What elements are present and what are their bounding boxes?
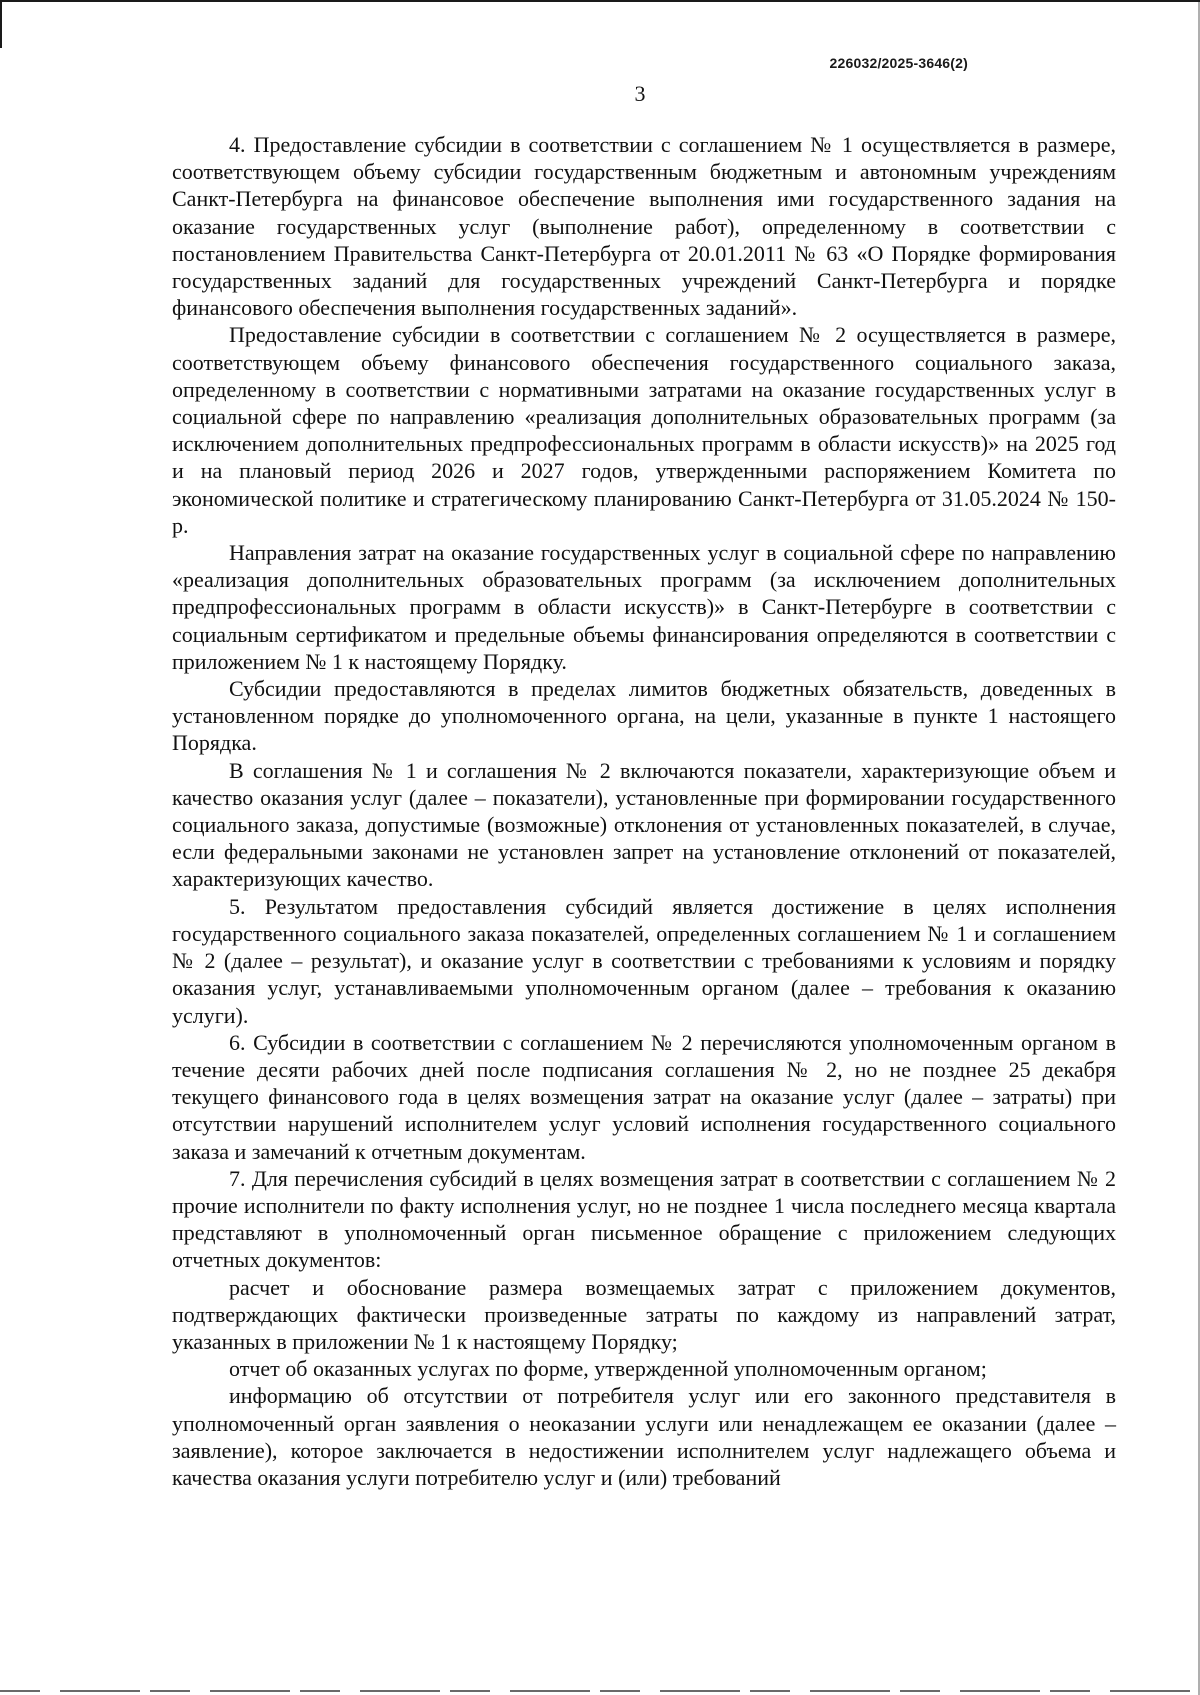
scan-edge-left: [0, 0, 2, 48]
paragraph-cost-directions: Направления затрат на оказание государственных услуг в социальной сфере по направлению «реализация дополнительных образовательных программ (за исключением дополнительных предпрофессиональных программ в области искусств)» в Санкт-Петербурге в соответствии с социальным сертификатом и предельные объемы финансирования определяются в соответствии с приложением № 1 к настоящему Порядку.: [172, 540, 1116, 674]
paragraph-7: 7. Для перечисления субсидий в целях возмещения затрат в соответствии с соглашением № 2 прочие исполнители по факту исполнения услуг, но не позднее 1 числа последнего месяца квартала представляют в уполномоченный орган письменное обращение с приложением следующих отчетных документов:: [172, 1165, 1116, 1273]
paragraph-6: 6. Субсидии в соответствии с соглашением № 2 перечисляются уполномоченным органом в течение десяти рабочих дней после подписания соглашения № 2, но не позднее 25 декабря текущего финансового года в целях возмещения затрат на оказание услуг (далее – затраты) при отсутствии нарушений исполнителем услуг условий исполнения государственного социального заказа и замечаний к отчетным документам.: [172, 1029, 1116, 1164]
paragraph-budget-limits: Субсидии предоставляются в пределах лимитов бюджетных обязательств, доведенных в установленном порядке до уполномоченного органа, на цели, указанные в пункте 1 настоящего Порядка.: [172, 676, 1116, 756]
paragraph-4: 4. Предоставление субсидии в соответствии с соглашением № 1 осуществляется в размере, соответствующем объему субсидии государственным бюджетным и автономным учреждениям Санкт-Петербурга на финансовое обеспечение выполнения ими государственного задания на оказание государственных услуг (выполнение работ), определенному в соответствии с постановлением Правительства Санкт-Петербурга от 20.01.2011 № 63 «О Порядке формирования государственных заданий для государственных учреждений Санкт-Петербурга и порядке финансового обеспечения выполнения государственных заданий».: [172, 132, 1116, 321]
document-registration-number: 226032/2025-3646(2): [829, 55, 968, 71]
paragraph-list-information: информацию об отсутствии от потребителя услуг или его законного представителя в уполномоченный орган заявления о неоказании услуги или ненадлежащем ее оказании (далее – заявление), которое заключается в недостижении исполнителем услуг надлежащего объема и качества оказания услуги потребителю услуг и (или) требований: [172, 1383, 1116, 1490]
paragraph-list-calculation: расчет и обоснование размера возмещаемых затрат с приложением документов, подтверждающих фактически произведенные затраты по каждому из направлений затрат, указанных в приложении № 1 к настоящему Порядку;: [172, 1274, 1116, 1354]
document-body: [172, 131, 1116, 1491]
scan-edge-bottom: [0, 1690, 1200, 1692]
paragraph-list-report: отчет об оказанных услугах по форме, утвержденной уполномоченным органом;: [229, 1356, 987, 1382]
scan-edge-top: [0, 0, 1200, 2]
paragraph-5: 5. Результатом предоставления субсидий является достижение в целях исполнения государственного социального заказа показателей, определенных соглашением № 1 и соглашением № 2 (далее – результат), и оказание услуг в соответствии с требованиями к условиям и порядку оказания услуг, устанавливаемыми уполномоченным органом (далее – требования к оказанию услуги).: [172, 893, 1116, 1028]
paragraph-indicators: В соглашения № 1 и соглашения № 2 включаются показатели, характеризующие объем и качество оказания услуг (далее – показатели), установленные при формировании государственного социального заказа, допустимые (возможные) отклонения от установленных показателей, в случае, если федеральными законами не установлен запрет на установление отклонений от показателей, характеризующих качество.: [172, 757, 1116, 892]
paragraph-subsidy-agreement-2: Предоставление субсидии в соответствии с соглашением № 2 осуществляется в размере, соответствующем объему финансового обеспечения государственного социального заказа, определенному в соответствии с нормативными затратами на оказание государственных услуг в социальной сфере по направлению «реализация дополнительных образовательных программ (за исключением дополнительных предпрофессиональных программ в области искусств)» на 2025 год и на плановый период 2026 и 2027 годов, утвержденными распоряжением Комитета по экономической политике и стратегическому планированию Санкт-Петербурга от 31.05.2024 № 150-р.: [172, 322, 1116, 538]
page-number: 3: [634, 81, 646, 106]
